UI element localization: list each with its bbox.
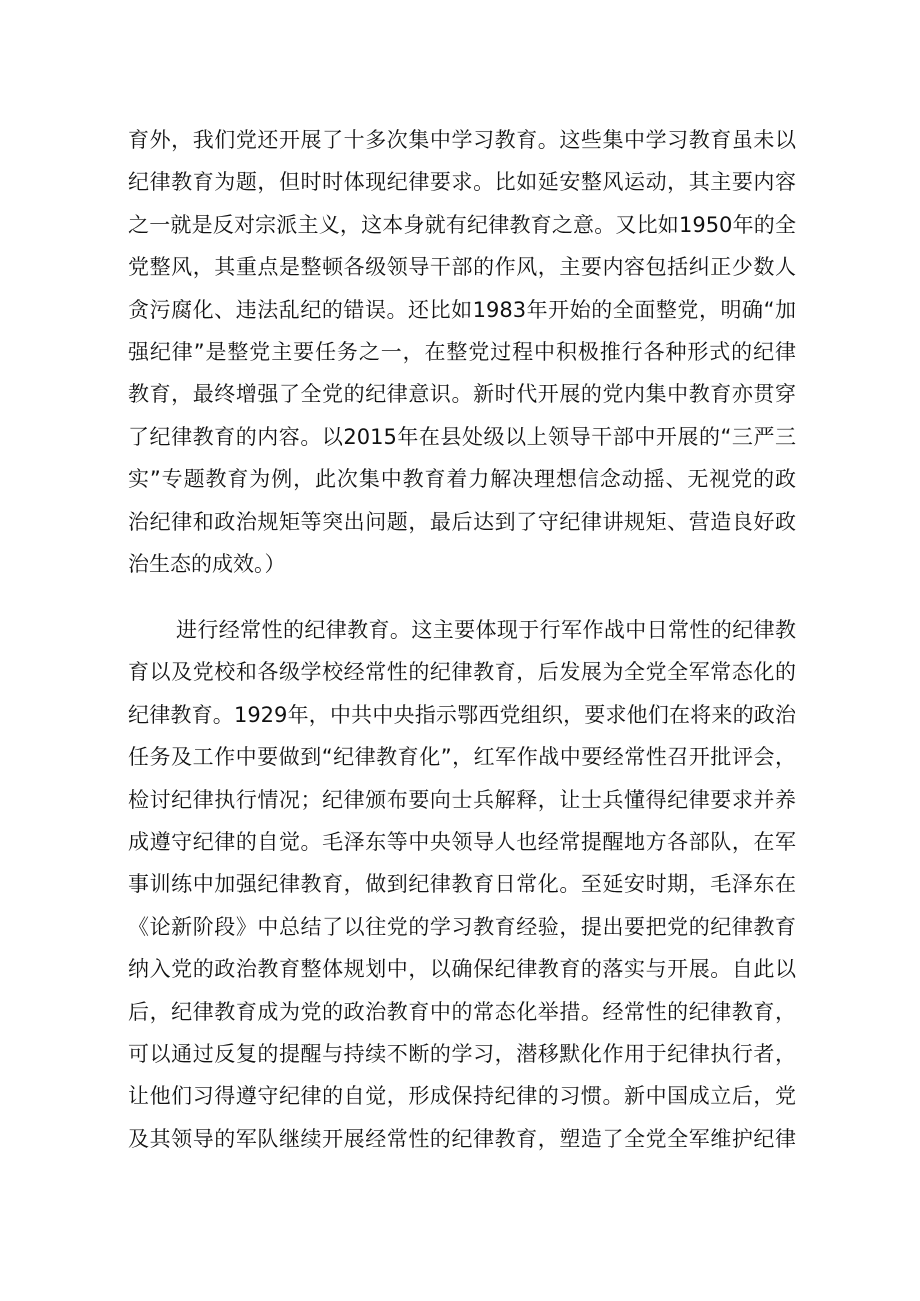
text-line: 成遵守纪律的自觉。毛泽东等中央领导人也经常提醒地方各部队，在军 [128,829,796,854]
text-line: 纪律教育。1929年，中共中央指示鄂西党组织，要求他们在将来的政治 [128,702,796,727]
text-line: 治生态的成效。） [128,551,286,576]
text-line: 让他们习得遵守纪律的自觉，形成保持纪律的习惯。新中国成立后，党 [128,1084,796,1109]
text-line: 《论新阶段》中总结了以往党的学习教育经验，提出要把党的纪律教育 [128,914,796,939]
text-line: 及其领导的军队继续开展经常性的纪律教育，塑造了全党全军维护纪律 [128,1126,796,1151]
text-line: 任务及工作中要做到“纪律教育化”，红军作战中要经常性召开批评会， [128,745,796,770]
text-line: 事训练中加强纪律教育，做到纪律教育日常化。至延安时期，毛泽东在 [128,872,796,897]
text-line: 实”专题教育为例，此次集中教育着力解决理想信念动摇、无视党的政 [128,467,796,492]
text-line: 之一就是反对宗派主义，这本身就有纪律教育之意。又比如1950年的全 [128,212,796,237]
text-line: 纪律教育为题，但时时体现纪律要求。比如延安整风运动，其主要内容 [128,170,796,195]
text-line: 可以通过反复的提醒与持续不断的学习，潜移默化作用于纪律执行者， [128,1041,796,1066]
text-line: 进行经常性的纪律教育。这主要体现于行军作战中日常性的纪律教 [176,618,796,642]
text-line: 贪污腐化、违法乱纪的错误。还比如1983年开始的全面整党，明确“加 [128,297,796,322]
text-line: 育外，我们党还开展了十多次集中学习教育。这些集中学习教育虽未以 [128,128,796,152]
text-line: 教育，最终增强了全党的纪律意识。新时代开展的党内集中教育亦贯穿 [128,382,796,407]
text-line: 强纪律”是整党主要任务之一，在整党过程中积极推行各种形式的纪律 [128,339,796,364]
text-line: 检讨纪律执行情况；纪律颁布要向士兵解释，让士兵懂得纪律要求并养 [128,787,796,812]
text-line: 治纪律和政治规矩等突出问题，最后达到了守纪律讲规矩、营造良好政 [128,509,796,534]
paragraph-continued [128,119,796,585]
text-line: 党整风，其重点是整顿各级领导干部的作风，主要内容包括纠正少数人 [128,255,796,280]
paragraph-regular-discipline-education [128,609,796,1160]
text-line: 后，纪律教育成为党的政治教育中的常态化举措。经常性的纪律教育， [128,999,796,1024]
text-line: 了纪律教育的内容。以2015年在县处级以上领导干部中开展的“三严三 [128,424,796,449]
text-line: 纳入党的政治教育整体规划中，以确保纪律教育的落实与开展。自此以 [128,957,796,982]
text-line: 育以及党校和各级学校经常性的纪律教育，后发展为全党全军常态化的 [128,660,796,685]
